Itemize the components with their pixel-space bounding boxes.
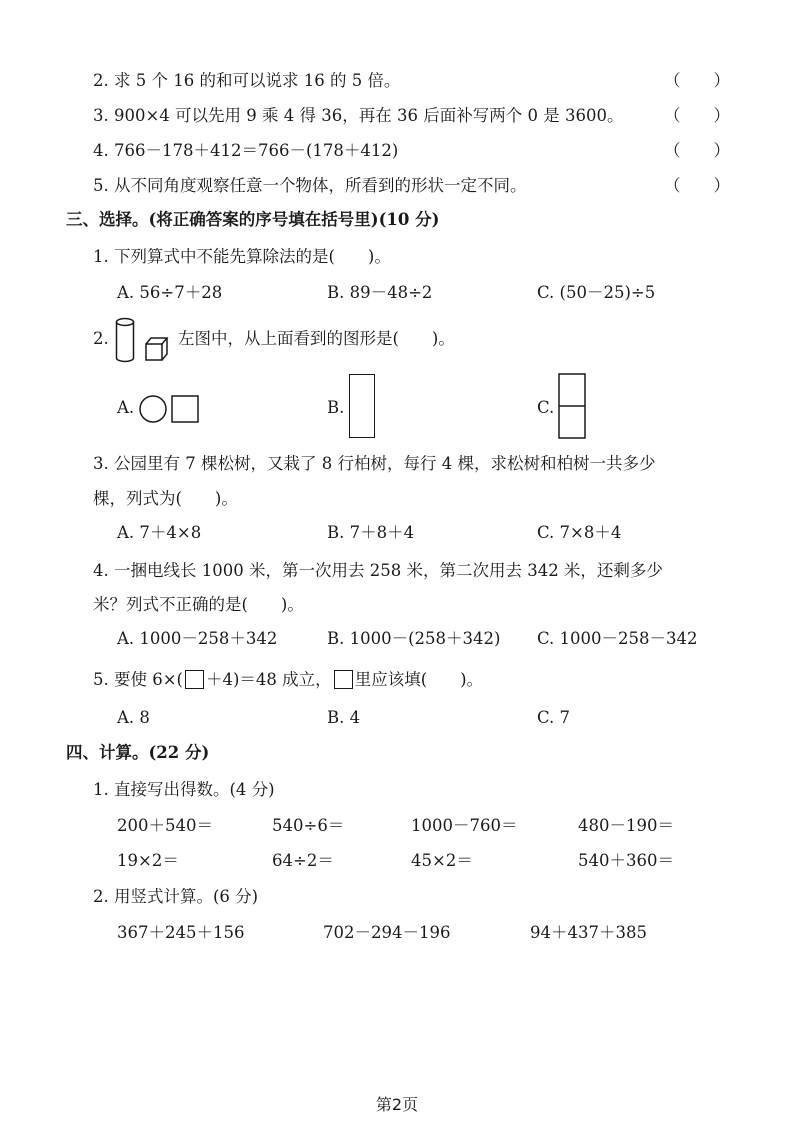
choice-q1-option-b[interactable]: B. 89－48÷2 <box>327 283 433 302</box>
q5-stem-post: 里应该填( )。 <box>354 670 484 689</box>
choice-q2-stem: 左图中，从上面看到的图形是( )。 <box>178 329 455 348</box>
oral-calc-item: 45×2＝ <box>411 851 473 870</box>
judge-item-5: 5. 从不同角度观察任意一个物体，所看到的形状一定不同。 <box>93 176 527 195</box>
choice-q5-option-c[interactable]: C. 7 <box>537 708 571 727</box>
vertical-calc-item: 367＋245＋156 <box>117 923 245 942</box>
answer-blank[interactable]: （ ） <box>664 106 730 125</box>
vertical-calc-item: 702－294－196 <box>323 923 451 942</box>
judge-item-4: 4. 766－178＋412＝766－(178＋412) <box>93 141 399 160</box>
judge-item-2: 2. 求 5 个 16 的和可以说求 16 的 5 倍。 <box>93 71 401 90</box>
vertical-calc-item: 94＋437＋385 <box>530 923 647 942</box>
tall-rectangle-shape <box>349 374 375 438</box>
oral-calc-item: 64÷2＝ <box>272 851 334 870</box>
choice-q3-option-b[interactable]: B. 7＋8＋4 <box>327 523 415 542</box>
stacked-squares-shape <box>558 373 588 439</box>
choice-q1-option-c[interactable]: C. (50－25)÷5 <box>537 283 656 302</box>
page-number: 第2页 <box>375 1095 419 1114</box>
choice-q3-stem-line1: 3. 公园里有 7 棵松树，又栽了 8 行柏树，每行 4 棵，求松树和柏树一共多少 <box>93 454 656 473</box>
cylinder-cube-figure <box>113 316 175 364</box>
oral-calc-item: 200＋540＝ <box>117 816 213 835</box>
choice-q4-stem-line2: 米？列式不正确的是( )。 <box>93 595 304 614</box>
choice-q2-number: 2. <box>93 329 109 348</box>
choice-q5-option-a[interactable]: A. 8 <box>117 708 150 727</box>
answer-blank[interactable]: （ ） <box>664 176 730 195</box>
choice-q2-option-c[interactable]: C. <box>537 398 555 417</box>
calc-q2-title: 2. 用竖式计算。(6 分) <box>93 887 259 906</box>
choice-q5-stem <box>93 668 483 692</box>
calc-q1-title: 1. 直接写出得数。(4 分) <box>93 780 275 799</box>
choice-q5-option-b[interactable]: B. 4 <box>327 708 361 727</box>
choice-q4-option-a[interactable]: A. 1000－258＋342 <box>117 629 278 648</box>
blank-box <box>334 670 353 689</box>
choice-q3-option-a[interactable]: A. 7＋4×8 <box>117 523 202 542</box>
oral-calc-item: 540÷6＝ <box>272 816 345 835</box>
oral-calc-item: 480－190＝ <box>578 816 674 835</box>
section-title-choice: 三、选择。(将正确答案的序号填在括号里)(10 分) <box>66 210 440 229</box>
choice-q2-option-b[interactable]: B. <box>327 398 345 417</box>
answer-blank[interactable]: （ ） <box>664 71 730 90</box>
q5-stem-mid: ＋4)＝48 成立， <box>206 670 332 689</box>
choice-q1-stem: 1. 下列算式中不能先算除法的是( )。 <box>93 247 391 266</box>
choice-q3-stem-line2: 棵，列式为( )。 <box>93 489 238 508</box>
answer-blank[interactable]: （ ） <box>664 141 730 160</box>
section-title-calc: 四、计算。(22 分) <box>66 743 210 762</box>
choice-q2-option-a[interactable]: A. <box>117 398 135 417</box>
judge-item-3: 3. 900×4 可以先用 9 乘 4 得 36，再在 36 后面补写两个 0 是 3600。 <box>93 106 624 125</box>
oral-calc-item: 19×2＝ <box>117 851 179 870</box>
choice-q4-option-c[interactable]: C. 1000－258－342 <box>537 629 698 648</box>
oral-calc-item: 540＋360＝ <box>578 851 674 870</box>
choice-q4-stem-line1: 4. 一捆电线长 1000 米，第一次用去 258 米，第二次用去 342 米，还剩多少 <box>93 561 663 580</box>
circle-square-shape <box>137 394 203 424</box>
choice-q4-option-b[interactable]: B. 1000－(258＋342) <box>327 629 501 648</box>
circle-icon <box>140 396 166 422</box>
choice-q1-option-a[interactable]: A. 56÷7＋28 <box>117 283 223 302</box>
square-icon <box>172 396 198 422</box>
oral-calc-item: 1000－760＝ <box>411 816 518 835</box>
cylinder-icon <box>117 319 134 362</box>
q5-stem-pre: 5. 要使 6×( <box>93 670 183 689</box>
cube-icon <box>146 338 167 360</box>
choice-q3-option-c[interactable]: C. 7×8＋4 <box>537 523 622 542</box>
blank-box[interactable] <box>185 670 204 689</box>
